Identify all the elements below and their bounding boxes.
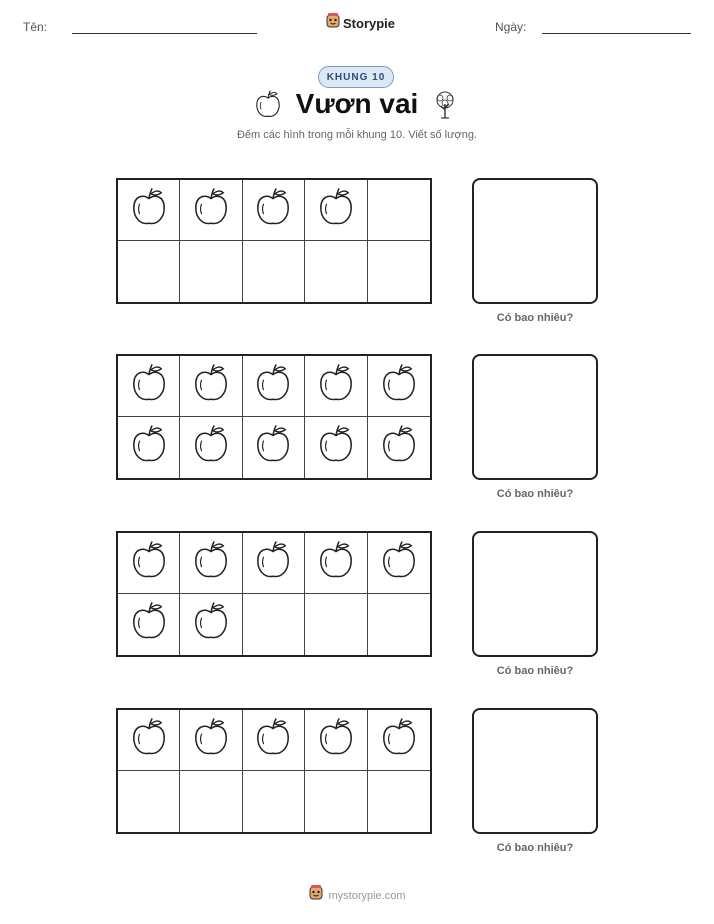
date-label: Ngày: bbox=[495, 20, 527, 34]
answer-question: Có bao nhiêu? bbox=[496, 665, 574, 677]
ten-frame-cell bbox=[368, 180, 430, 241]
answer-box[interactable] bbox=[472, 531, 598, 657]
ten-frame-cell bbox=[368, 533, 430, 594]
tree-icon bbox=[431, 90, 459, 125]
ten-frame-cell bbox=[305, 710, 367, 771]
apple-icon bbox=[380, 364, 418, 409]
apple-icon bbox=[130, 425, 168, 470]
ten-frame-cell bbox=[368, 241, 430, 302]
apple-icon bbox=[192, 364, 230, 409]
ten-frame-cell bbox=[305, 533, 367, 594]
date-write-line[interactable] bbox=[542, 33, 691, 34]
ten-frame-cell bbox=[368, 417, 430, 478]
apple-icon bbox=[380, 541, 418, 586]
apple-icon bbox=[254, 425, 292, 470]
storypie-mascot-icon bbox=[325, 12, 341, 35]
apple-icon bbox=[130, 188, 168, 233]
ten-frame-cell bbox=[368, 594, 430, 655]
apple-icon bbox=[317, 364, 355, 409]
page-title: Vươn vai bbox=[295, 88, 419, 119]
ten-frame bbox=[116, 531, 432, 657]
ten-frame-cell bbox=[180, 533, 242, 594]
apple-icon bbox=[254, 364, 292, 409]
ten-frame-cell bbox=[118, 417, 180, 478]
storypie-logo bbox=[325, 12, 395, 34]
apple-icon bbox=[192, 188, 230, 233]
apple-icon bbox=[380, 425, 418, 470]
ten-frame-cell bbox=[243, 710, 305, 771]
answer-box[interactable] bbox=[472, 708, 598, 834]
apple-icon bbox=[130, 364, 168, 409]
name-write-line[interactable] bbox=[72, 33, 257, 34]
apple-icon bbox=[192, 718, 230, 763]
ten-frame-cell bbox=[118, 771, 180, 832]
apple-icon bbox=[380, 718, 418, 763]
ten-frame-cell bbox=[305, 180, 367, 241]
ten-frame-cell bbox=[118, 533, 180, 594]
ten-frame-cell bbox=[180, 356, 242, 417]
ten-frame-cell bbox=[118, 594, 180, 655]
apple-icon bbox=[317, 425, 355, 470]
instructions: Đếm các hình trong mỗi khung 10. Viết số lượng. bbox=[236, 129, 477, 141]
ten-frame-cell bbox=[368, 710, 430, 771]
apple-icon bbox=[192, 541, 230, 586]
ten-frame-cell bbox=[243, 594, 305, 655]
apple-icon bbox=[254, 718, 292, 763]
ten-frame-cell bbox=[180, 417, 242, 478]
ten-frame-cell bbox=[180, 241, 242, 302]
apple-icon bbox=[130, 541, 168, 586]
ten-frame-cell bbox=[368, 771, 430, 832]
ten-frame bbox=[116, 708, 432, 834]
ten-frame-cell bbox=[243, 417, 305, 478]
ten-frame-cell bbox=[243, 356, 305, 417]
answer-box[interactable] bbox=[472, 178, 598, 304]
apple-icon bbox=[192, 602, 230, 647]
footer-site: mystorypie.com bbox=[328, 889, 406, 902]
apple-icon bbox=[254, 188, 292, 233]
name-label: Tên: bbox=[23, 20, 48, 34]
ten-frame-cell bbox=[368, 356, 430, 417]
answer-question: Có bao nhiêu? bbox=[496, 312, 574, 324]
ten-frame-cell bbox=[118, 180, 180, 241]
ten-frame-cell bbox=[305, 241, 367, 302]
ten-frame-cell bbox=[305, 771, 367, 832]
apple-icon bbox=[317, 188, 355, 233]
ten-frame-cell bbox=[180, 594, 242, 655]
storypie-mascot-icon bbox=[308, 884, 324, 907]
apple-icon bbox=[130, 602, 168, 647]
answer-box[interactable] bbox=[472, 354, 598, 480]
apple-icon bbox=[130, 718, 168, 763]
ten-frame-cell bbox=[305, 356, 367, 417]
ten-frame-cell bbox=[243, 180, 305, 241]
ten-frame-cell bbox=[305, 417, 367, 478]
ten-frame-cell bbox=[243, 771, 305, 832]
apple-icon bbox=[317, 541, 355, 586]
ten-frame bbox=[116, 178, 432, 304]
worksheet-type-badge: KHUNG 10 bbox=[318, 66, 394, 88]
ten-frame-cell bbox=[180, 710, 242, 771]
footer bbox=[0, 884, 714, 907]
ten-frame-cell bbox=[180, 771, 242, 832]
ten-frame-cell bbox=[118, 710, 180, 771]
answer-question: Có bao nhiêu? bbox=[496, 488, 574, 500]
brand-name: Storypie bbox=[343, 15, 396, 31]
ten-frame-cell bbox=[305, 594, 367, 655]
ten-frame-cell bbox=[243, 533, 305, 594]
ten-frame-cell bbox=[243, 241, 305, 302]
ten-frame-cell bbox=[118, 241, 180, 302]
ten-frame-cell bbox=[180, 180, 242, 241]
apple-icon bbox=[254, 541, 292, 586]
ten-frame-cell bbox=[118, 356, 180, 417]
ten-frame bbox=[116, 354, 432, 480]
answer-question: Có bao nhiêu? bbox=[496, 842, 574, 854]
apple-icon bbox=[317, 718, 355, 763]
apple-icon bbox=[192, 425, 230, 470]
